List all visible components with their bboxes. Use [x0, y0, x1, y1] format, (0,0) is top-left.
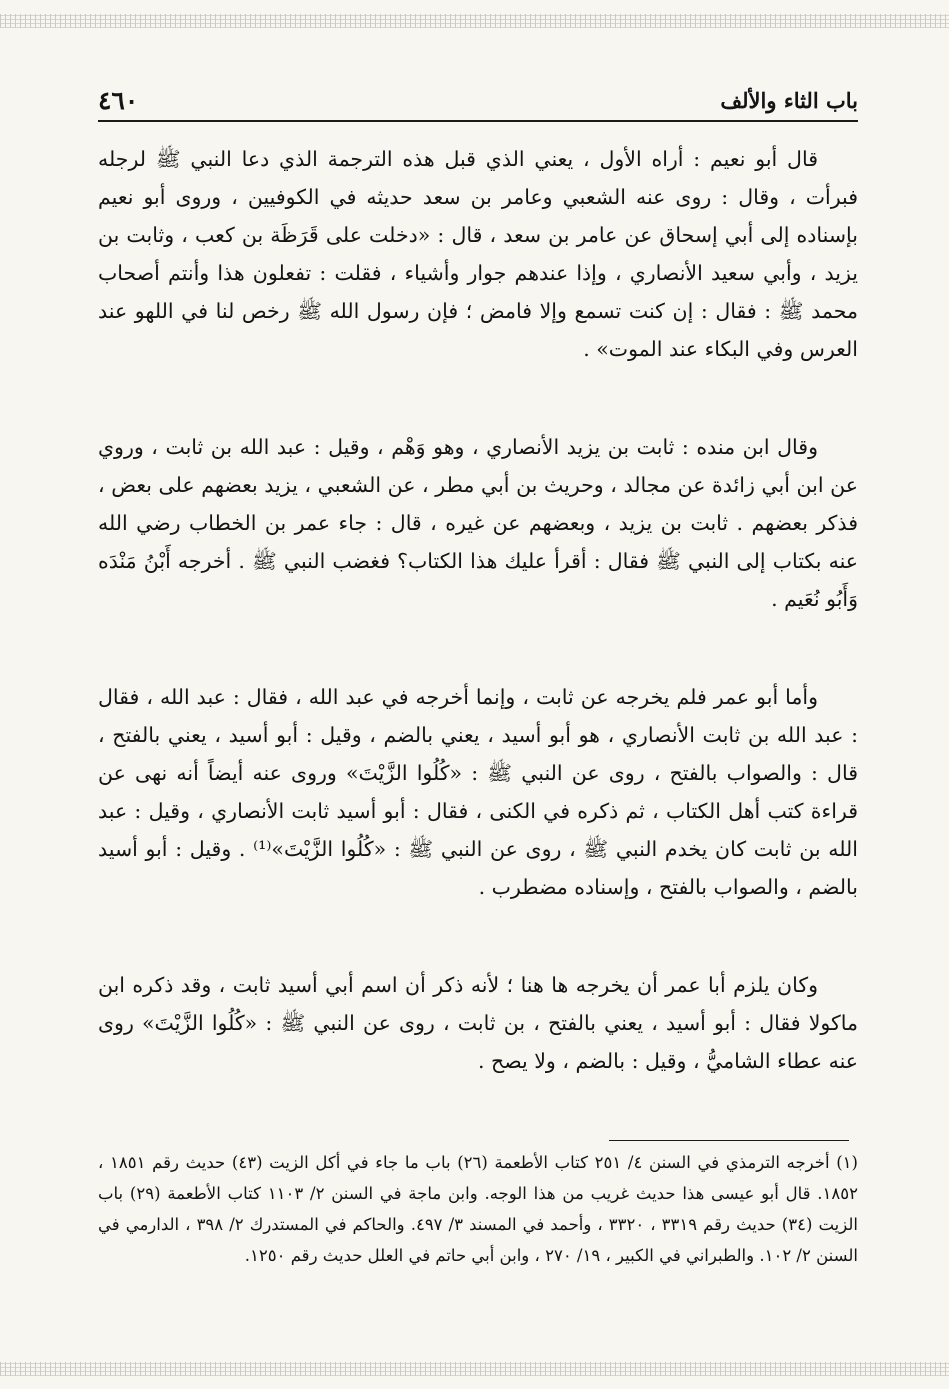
- paragraph-3: وأما أبو عمر فلم يخرجه عن ثابت ، وإنما أخرجه في عبد الله ، فقال : عبد الله ، فقال : عبد الله بن ثابت الأنصاري ، هو أبو أسيد ، يعني بالضم ، وقيل : أبو أسيد ، يعني بالفتح ، قال : والصواب بالفتح ، روى عن النبي ﷺ : «كُلُوا الزَّيْتَ» وروى عنه أيضاً أنه نهى عن قراءة كتب أهل الكتاب ، ثم ذكره في الكنى ، فقال : أبو أسيد ثابت الأنصاري ، وقيل : عبد الله بن ثابت كان يخدم النبي ﷺ ، روى عن النبي ﷺ : «كُلُوا الزَّيْتَ»⁽¹⁾ . وقيل : أبو أسيد بالضم ، والصواب بالفتح ، وإسناده مضطرب .: [98, 685, 858, 899]
- top-ornament-border: [0, 14, 949, 28]
- footnote-1: (١) أخرجه الترمذي في السنن ٤/ ٢٥١ كتاب الأطعمة (٢٦) باب ما جاء في أكل الزيت (٤٣) حديث رقم ١٨٥١ ، ١٨٥٢. قال أبو عيسى هذا حديث غريب من هذا الوجه. وابن ماجة في السنن ٢/ ١١٠٣ كتاب الأطعمة (٢٩) باب الزيت (٣٤) حديث رقم ٣٣١٩ ، ٣٣٢٠ ، وأحمد في المسند ٣/ ٤٩٧. والحاكم في المستدرك ٢/ ٣٩٨ ، الدارمي في السنن ٢/ ١٠٢. والطبراني في الكبير ، ١٩/ ٢٧٠ ، وابن أبي حاتم في العلل حديث رقم ١٢٥٠.: [98, 1153, 858, 1265]
- paragraph-4: وكان يلزم أبا عمر أن يخرجه ها هنا ؛ لأنه ذكر أن اسم أبي أسيد ثابت ، وقد ذكره ابن ماكولا فقال : أبو أسيد ، يعني بالفتح ، بن ثابت ، روى عن النبي ﷺ : «كُلُوا الزَّيْتَ» روى عنه عطاء الشاميُّ ، وقيل : بالضم ، ولا يصح .: [98, 973, 858, 1073]
- page-header: [98, 86, 858, 122]
- main-text: [98, 140, 858, 1080]
- running-title: باب الثاء والألف: [720, 88, 858, 113]
- footnote-separator: [609, 1140, 849, 1141]
- paragraph-1: قال أبو نعيم : أراه الأول ، يعني الذي قبل هذه الترجمة الذي دعا النبي ﷺ لرجله فبرأت ، وقال : روى عنه الشعبي وعامر بن سعد حديثه في الكوفيين ، وروى أبو نعيم بإسناده إلى أبي إسحاق عن عامر بن سعد ، قال : «دخلت على قَرَظَة بن كعب ، وثابت بن يزيد ، وأبي سعيد الأنصاري ، وإذا عندهم جوار وأشياء ، فقلت : تفعلون هذا وأنتم أصحاب محمد ﷺ : فقال : إن كنت تسمع وإلا فامض ؛ فإن رسول الله ﷺ رخص لنا في اللهو عند العرس وفي البكاء عند الموت» .: [98, 147, 858, 361]
- paragraph-2: وقال ابن منده : ثابت بن يزيد الأنصاري ، وهو وَهْم ، وقيل : عبد الله بن ثابت ، وروي عن ابن أبي زائدة عن مجالد ، وحريث بن أبي مطر ، عن الشعبي ، يزيد بعضهم على بعض ، فذكر بعضهم . ثابت بن يزيد ، وبعضهم عن غيره ، قال : جاء عمر بن الخطاب رضي الله عنه بكتاب إلى النبي ﷺ فقال : أقرأ عليك هذا الكتاب؟ فغضب النبي ﷺ . أخرجه أَبْنُ مَنْدَه وَأَبُو نُعَيم .: [98, 435, 858, 611]
- bottom-ornament-border: [0, 1362, 949, 1376]
- page-number: ٤٦٠: [98, 86, 139, 115]
